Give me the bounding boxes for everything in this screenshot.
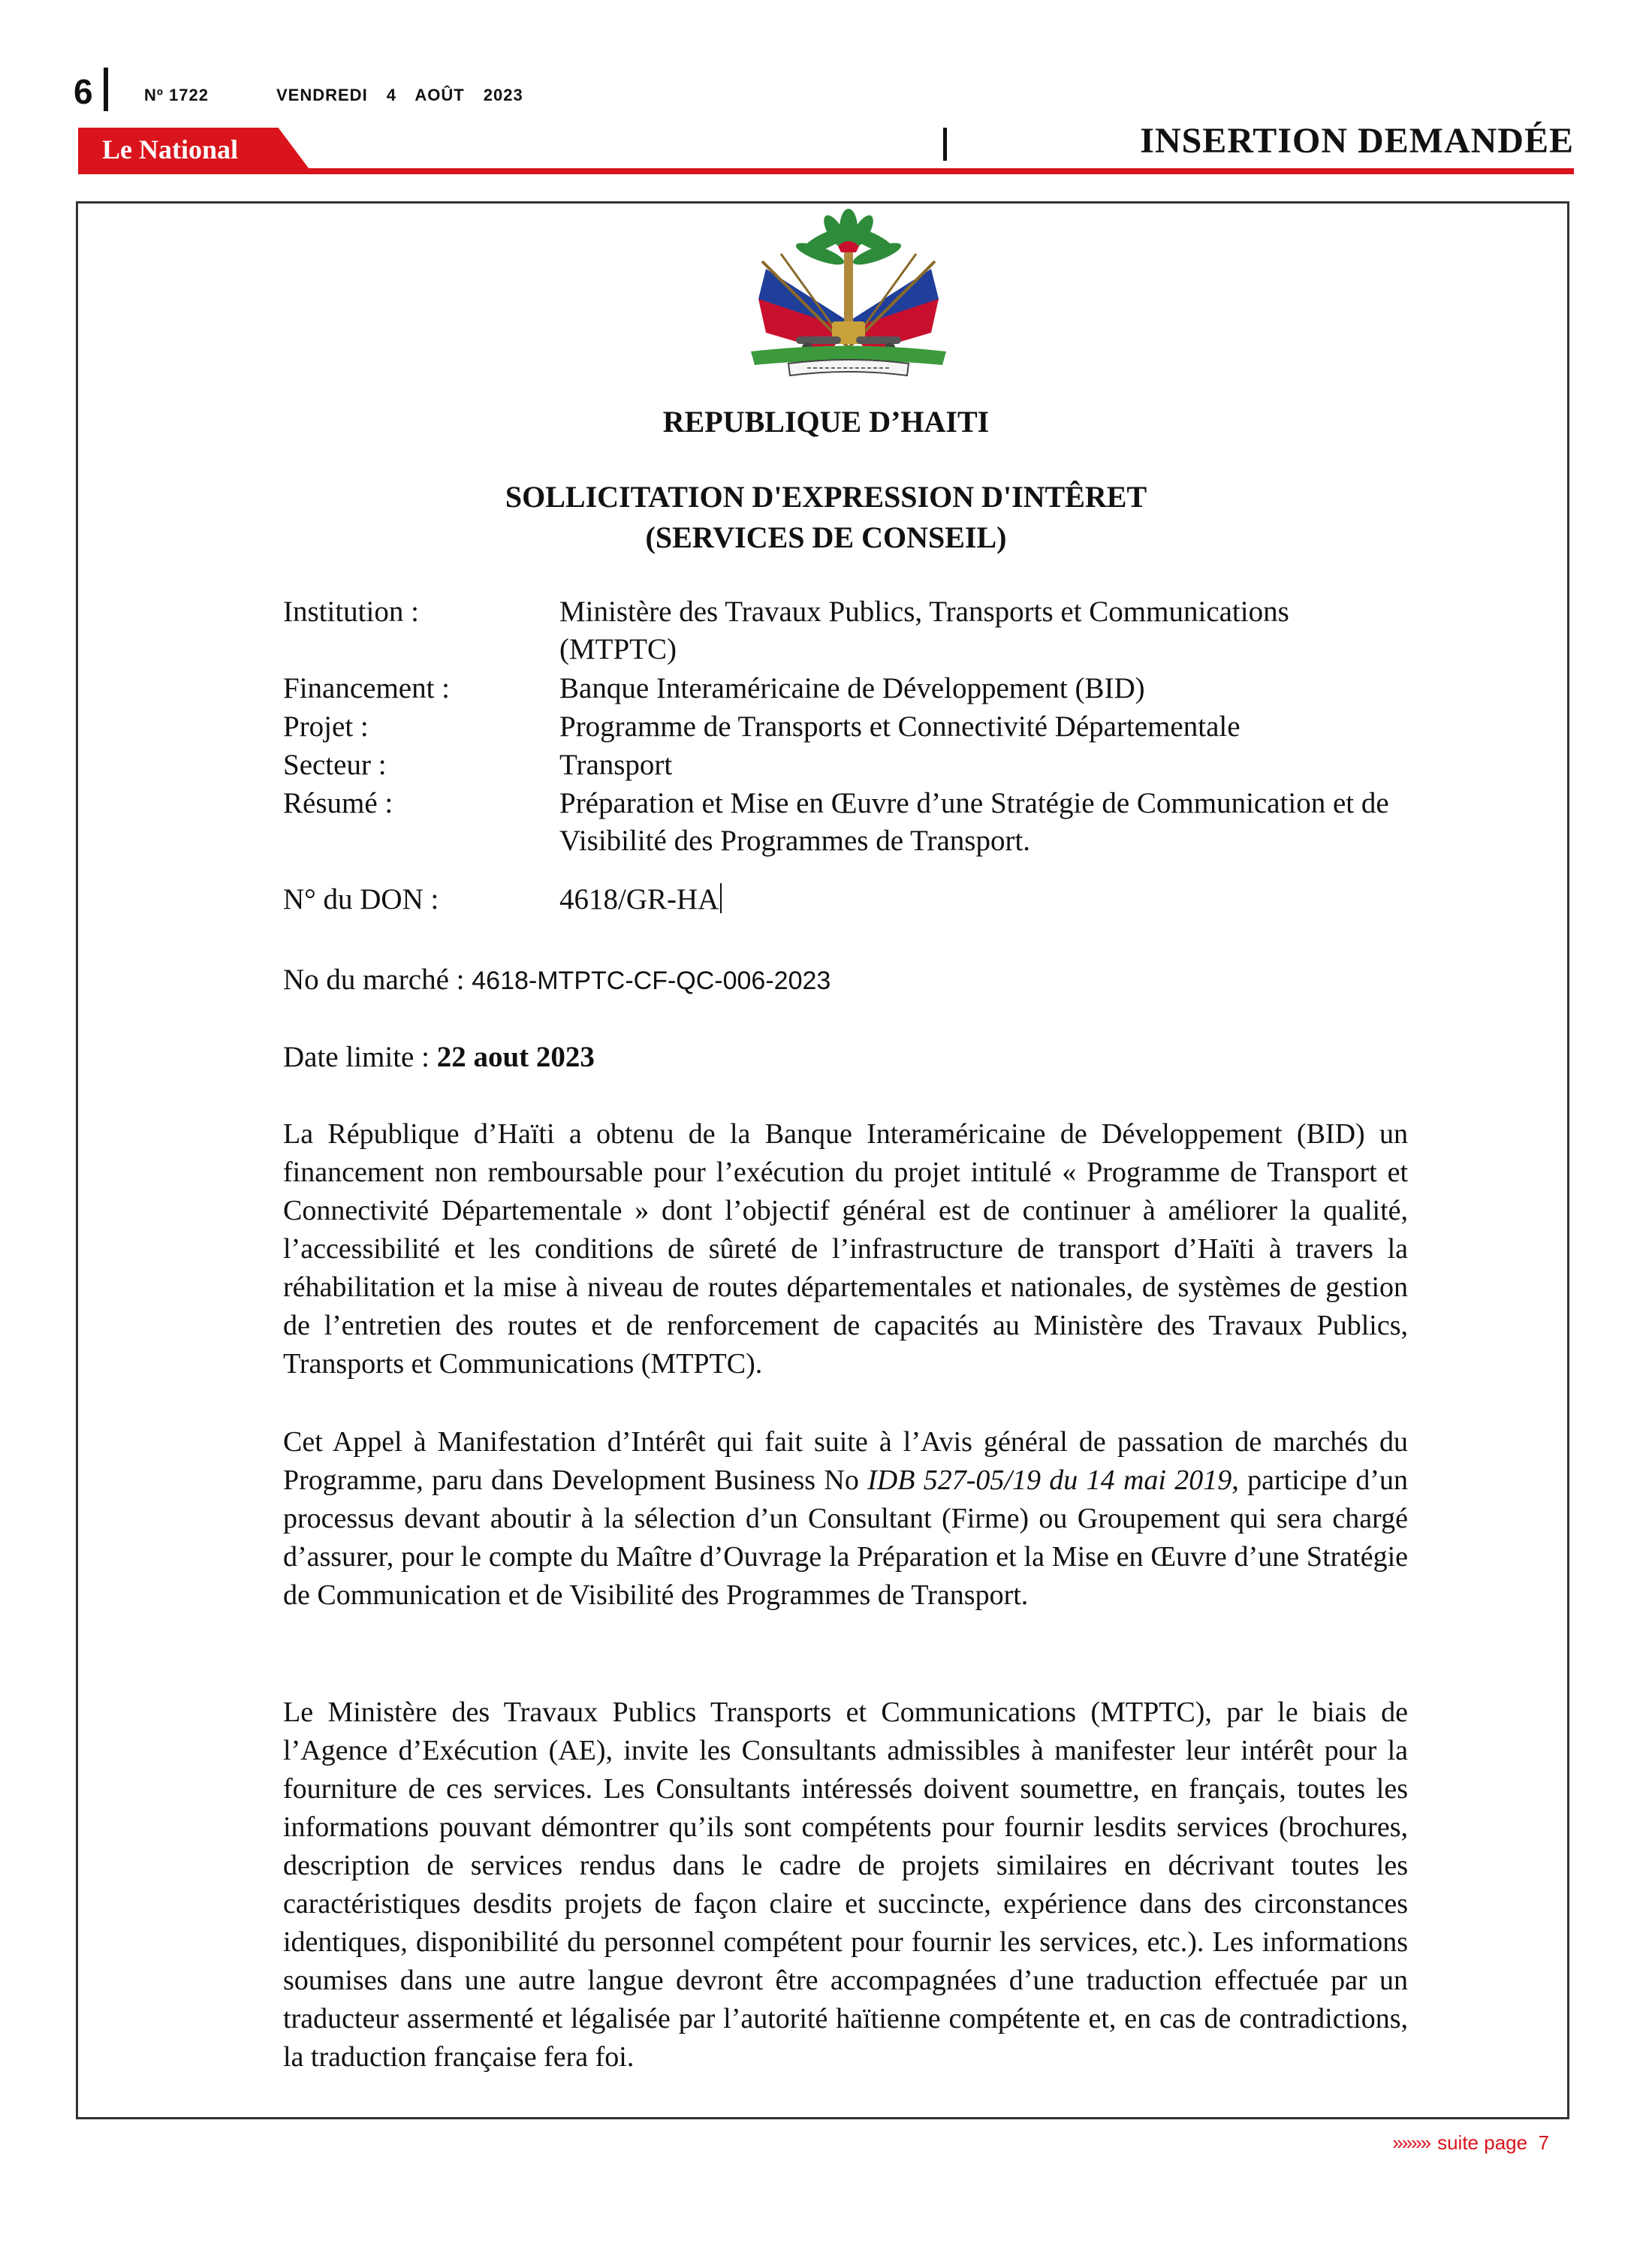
section-title: INSERTION DEMANDÉE: [1140, 121, 1574, 161]
paragraph-call-part2: participe d’un processus devant aboutir à la sélection d’un Consultant (Firme) ou Groupement qui sera chargé d’assurer, pour le compte du Maître d’Ouvrage la Préparation et la Mise en Œuvre d’une Stratégie de Communication et de Visibilité des Programmes de Transport.: [283, 1464, 1408, 1611]
issue-number: Nº 1722: [144, 86, 209, 104]
continued-page: 7: [1538, 2131, 1549, 2154]
brand-name: Le National: [102, 134, 239, 164]
institution-label: Institution :: [283, 596, 419, 628]
paragraph-call: [283, 1423, 1408, 1615]
resume-label: Résumé :: [283, 787, 393, 819]
paragraph-invitation: Le Ministère des Travaux Publics Transports et Communications (MTPTC), par le biais de l’Agence d’Exécution (AE), invite les Consultants admissibles à manifester leur intérêt pour la fourniture de ces services. Les Consultants intéressés doivent soumettre, en français, toutes les informations pouvant démontrer qu’ils sont compétents pour fournir lesdits services (brochures, description de services rendus dans le cadre de projets similaires en décrivant toutes les caractéristiques desdits projets de façon claire et succincte, expérience dans des circonstances identiques, disponibilité du personnel compétent pour fournir les services, etc.). Les informations soumises dans une autre langue devront être accompagnées d’une traduction effectuée par un traducteur assermenté et légalisée par l’autorité haïtienne compétente et, en cas de contradictions, la traduction française fera foi.: [283, 1697, 1408, 2073]
page-number-separator: [104, 68, 108, 111]
paragraph-call-reference: IDB 527-05/19 du 14 mai 2019,: [867, 1464, 1239, 1496]
financement-value: Banque Interaméricaine de Développement (BID): [559, 672, 1145, 704]
don-value: [559, 881, 1408, 918]
date-limite-value: 22 aout 2023: [436, 1041, 595, 1073]
continued-marker: »»»»: [1392, 2131, 1430, 2154]
don-number: 4618/GR-HA: [559, 883, 719, 915]
continued-label: suite page: [1437, 2131, 1528, 2154]
header-rule: [78, 168, 1574, 174]
date-limite-label: Date limite :: [283, 1041, 430, 1073]
financement-label: Financement :: [283, 672, 451, 704]
marche-value: 4618-MTPTC-CF-QC-006-2023: [472, 967, 831, 995]
issue-date: VENDREDI 4 AOÛT 2023: [276, 86, 523, 104]
marche-row: [283, 961, 831, 1000]
don-label: N° du DON :: [283, 883, 439, 915]
secteur-value: Transport: [559, 749, 673, 781]
paragraph-financing: La République d’Haïti a obtenu de la Banque Interaméricaine de Développement (BID) un financement non remboursable pour l’exécution du projet intitulé « Programme de Transport et Connectivité Départementale » dont l’objectif général est de continuer à améliorer la qualité, l’accessibilité et les conditions de sûreté de l’infrastructure de transport d’Haïti à travers la réhabilitation et la mise à niveau de routes départementales et nationales, de systèmes de gestion de l’entretien des routes et de renforcement de capacités au Ministère des Travaux Publics, Transports et Communications (MTPTC).: [283, 1118, 1408, 1380]
notice-title: SOLLICITATION D'EXPRESSION D'INTÊRET: [505, 480, 1147, 514]
notice-subtitle: (SERVICES DE CONSEIL): [645, 520, 1007, 554]
page-number: 6: [74, 72, 93, 111]
secteur-label: Secteur :: [283, 749, 387, 781]
haiti-coat-of-arms-icon: [736, 209, 961, 385]
header-divider: [943, 128, 947, 161]
institution-value: Ministère des Travaux Publics, Transports et Communications (MTPTC): [559, 596, 1289, 665]
projet-value: Programme de Transports et Connectivité Départementale: [559, 710, 1241, 743]
resume-value: Préparation et Mise en Œuvre d’une Stratégie de Communication et de Visibilité des Programmes de Transport.: [559, 787, 1389, 857]
text-cursor: [720, 883, 722, 913]
paragraph-call-part1: Cet Appel à Manifestation d’Intérêt qui fait suite à l’Avis général de passation de marchés du Programme, paru dans Development Business No: [283, 1426, 1408, 1496]
marche-label: No du marché :: [283, 964, 465, 996]
date-limite-row: [283, 1039, 595, 1076]
country-heading: REPUBLIQUE D’HAITI: [662, 405, 990, 439]
projet-label: Projet :: [283, 710, 369, 743]
continued-link[interactable]: [1392, 2131, 1549, 2155]
